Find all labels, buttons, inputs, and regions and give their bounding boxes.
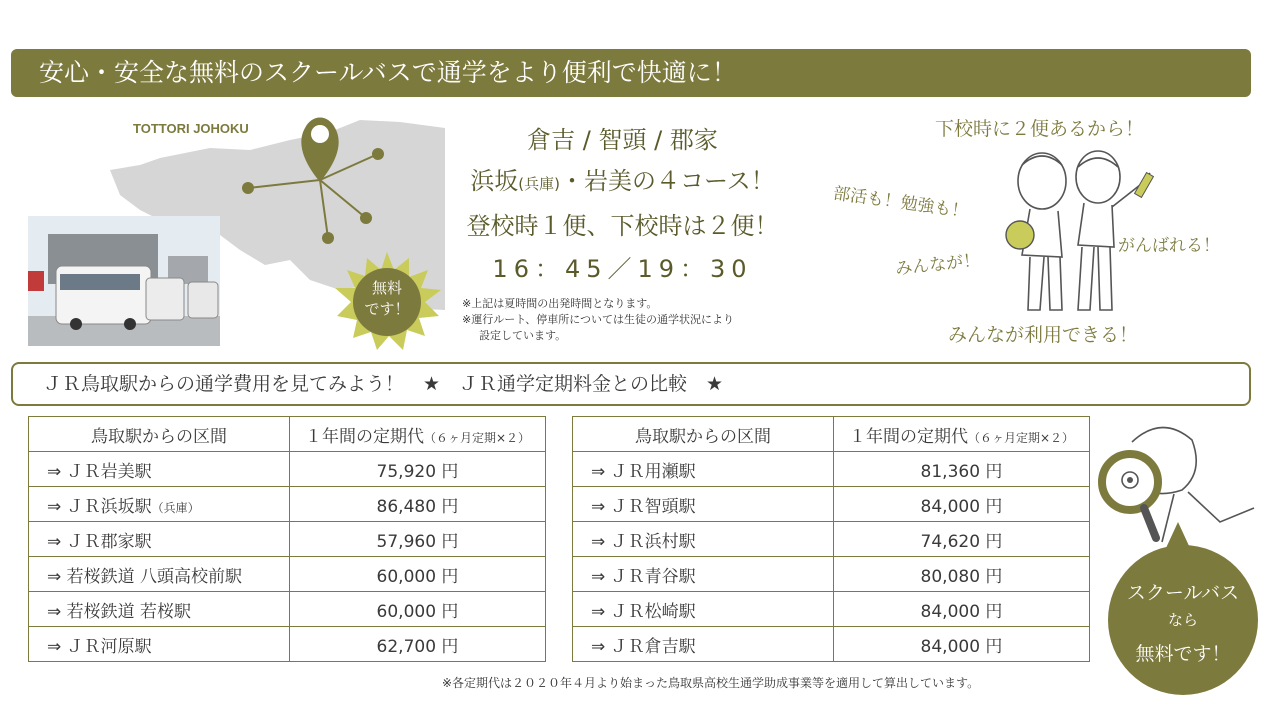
map-label: TOTTORI JOHOKU (133, 121, 249, 136)
courses-block (450, 120, 795, 291)
schedule-notes (462, 296, 734, 344)
note-3: 設定しています。 (479, 329, 567, 342)
header-price (290, 417, 546, 452)
free-badge-line1: 無料 (371, 279, 402, 297)
table-row (573, 627, 1090, 662)
route-name: ⇒ ＪＲ河原駅 (47, 636, 152, 657)
route-name: ⇒ ＪＲ郡家駅 (47, 531, 152, 552)
price-cell: 84,000 円 (834, 627, 1090, 662)
route-cell (29, 522, 290, 557)
route-cell: ⇒ ＪＲ青谷駅 (573, 557, 834, 592)
price-cell: 80,080 円 (834, 557, 1090, 592)
courses-hamasaka: 浜坂 (470, 167, 519, 195)
table-row (573, 487, 1090, 522)
route-cell: ⇒ ＪＲ松崎駅 (573, 592, 834, 627)
comparison-section-title (11, 362, 1251, 406)
price-cell: 84,000 円 (834, 487, 1090, 522)
everyone-can-use-text: みんなが利用できる！ (948, 324, 1139, 346)
header-route: 鳥取駅からの区間 (29, 417, 290, 452)
table-row (29, 592, 546, 627)
table-row (573, 592, 1090, 627)
table-header-row (573, 417, 1090, 452)
route-name: ⇒ ＪＲ岩美駅 (47, 461, 152, 482)
table-row (29, 452, 546, 487)
price-cell: 75,920 円 (290, 452, 546, 487)
price-cell: 84,000 円 (834, 592, 1090, 627)
price-cell: 86,480 円 (290, 487, 546, 522)
footer-note: ※各定期代は２０２０年４月より始まった鳥取県高校生通学助成事業等を適用して算出しています。 (442, 676, 980, 690)
route-cell (29, 487, 290, 522)
route-name: ⇒ 若桜鉄道 八頭高校前駅 (47, 566, 243, 587)
table-row (573, 452, 1090, 487)
route-cell (29, 592, 290, 627)
courses-line2 (450, 160, 795, 205)
header-price-main: １年間の定期代 (848, 426, 968, 447)
route-cell (29, 452, 290, 487)
price-cell: 57,960 円 (290, 522, 546, 557)
school-bus-free-circle (1108, 545, 1258, 695)
header-price-main: １年間の定期代 (304, 426, 424, 447)
route-cell: ⇒ ＪＲ用瀬駅 (573, 452, 834, 487)
fare-table-left (28, 416, 546, 662)
header-price-sub: （６ヶ月定期×２） (967, 430, 1075, 445)
price-cell: 81,360 円 (834, 452, 1090, 487)
courses-iwami: ・岩美の４コース！ (559, 167, 775, 195)
students-illustration (1000, 145, 1170, 320)
price-cell: 60,000 円 (290, 592, 546, 627)
two-runs-title: 下校時に２便あるから！ (935, 118, 1145, 140)
price-cell: 60,000 円 (290, 557, 546, 592)
comparison-title-text: ＪＲ鳥取駅からの通学費用を見てみよう！ ★ ＪＲ通学定期料金との比較 ★ (43, 373, 724, 395)
table-row (29, 627, 546, 662)
departure-times: 16：45／19：30 (492, 255, 753, 283)
ganbare-text: がんばれる！ (1118, 236, 1220, 256)
banner-text: 安心・安全な無料のスクールバスで通学をより便利で快適に！ (39, 58, 737, 87)
bukatsu-text: 部活も！勉強も！ (831, 183, 970, 223)
table-row (29, 522, 546, 557)
bus-photo (28, 216, 220, 346)
route-name: ⇒ ＪＲ浜坂駅 (47, 496, 152, 517)
circle-line3: 無料です！ (1135, 643, 1231, 665)
header-price-sub: （６ヶ月定期×２） (423, 430, 531, 445)
circle-line1: スクールバス (1126, 582, 1240, 604)
circle-line2: なら (1167, 611, 1198, 629)
table-row (29, 487, 546, 522)
route-cell (29, 627, 290, 662)
route-cell: ⇒ ＪＲ倉吉駅 (573, 627, 834, 662)
note-1: ※上記は夏時間の出発時間となります。 (462, 297, 658, 310)
courses-line1: 倉吉 / 智頭 / 郡家 (527, 126, 718, 154)
route-name: ⇒ 若桜鉄道 若桜駅 (47, 601, 192, 622)
route-sub: （兵庫） (151, 500, 200, 515)
free-badge-text (333, 278, 441, 320)
price-cell: 74,620 円 (834, 522, 1090, 557)
top-banner (11, 49, 1251, 97)
header-route: 鳥取駅からの区間 (573, 417, 834, 452)
route-cell: ⇒ ＪＲ智頭駅 (573, 487, 834, 522)
courses-hyogo: (兵庫) (518, 175, 560, 193)
note-2: ※運行ルート、停車所については生徒の通学状況により (462, 313, 735, 326)
fare-table-right (572, 416, 1090, 662)
table-header-row (29, 417, 546, 452)
minnaga-text: みんなが！ (894, 250, 982, 280)
courses-line3: 登校時１便、下校時は２便！ (466, 212, 779, 240)
header-price (834, 417, 1090, 452)
table-row (573, 522, 1090, 557)
route-cell: ⇒ ＪＲ浜村駅 (573, 522, 834, 557)
table-row (29, 557, 546, 592)
table-row (573, 557, 1090, 592)
route-cell (29, 557, 290, 592)
free-badge-line2: です！ (364, 300, 410, 318)
price-cell: 62,700 円 (290, 627, 546, 662)
